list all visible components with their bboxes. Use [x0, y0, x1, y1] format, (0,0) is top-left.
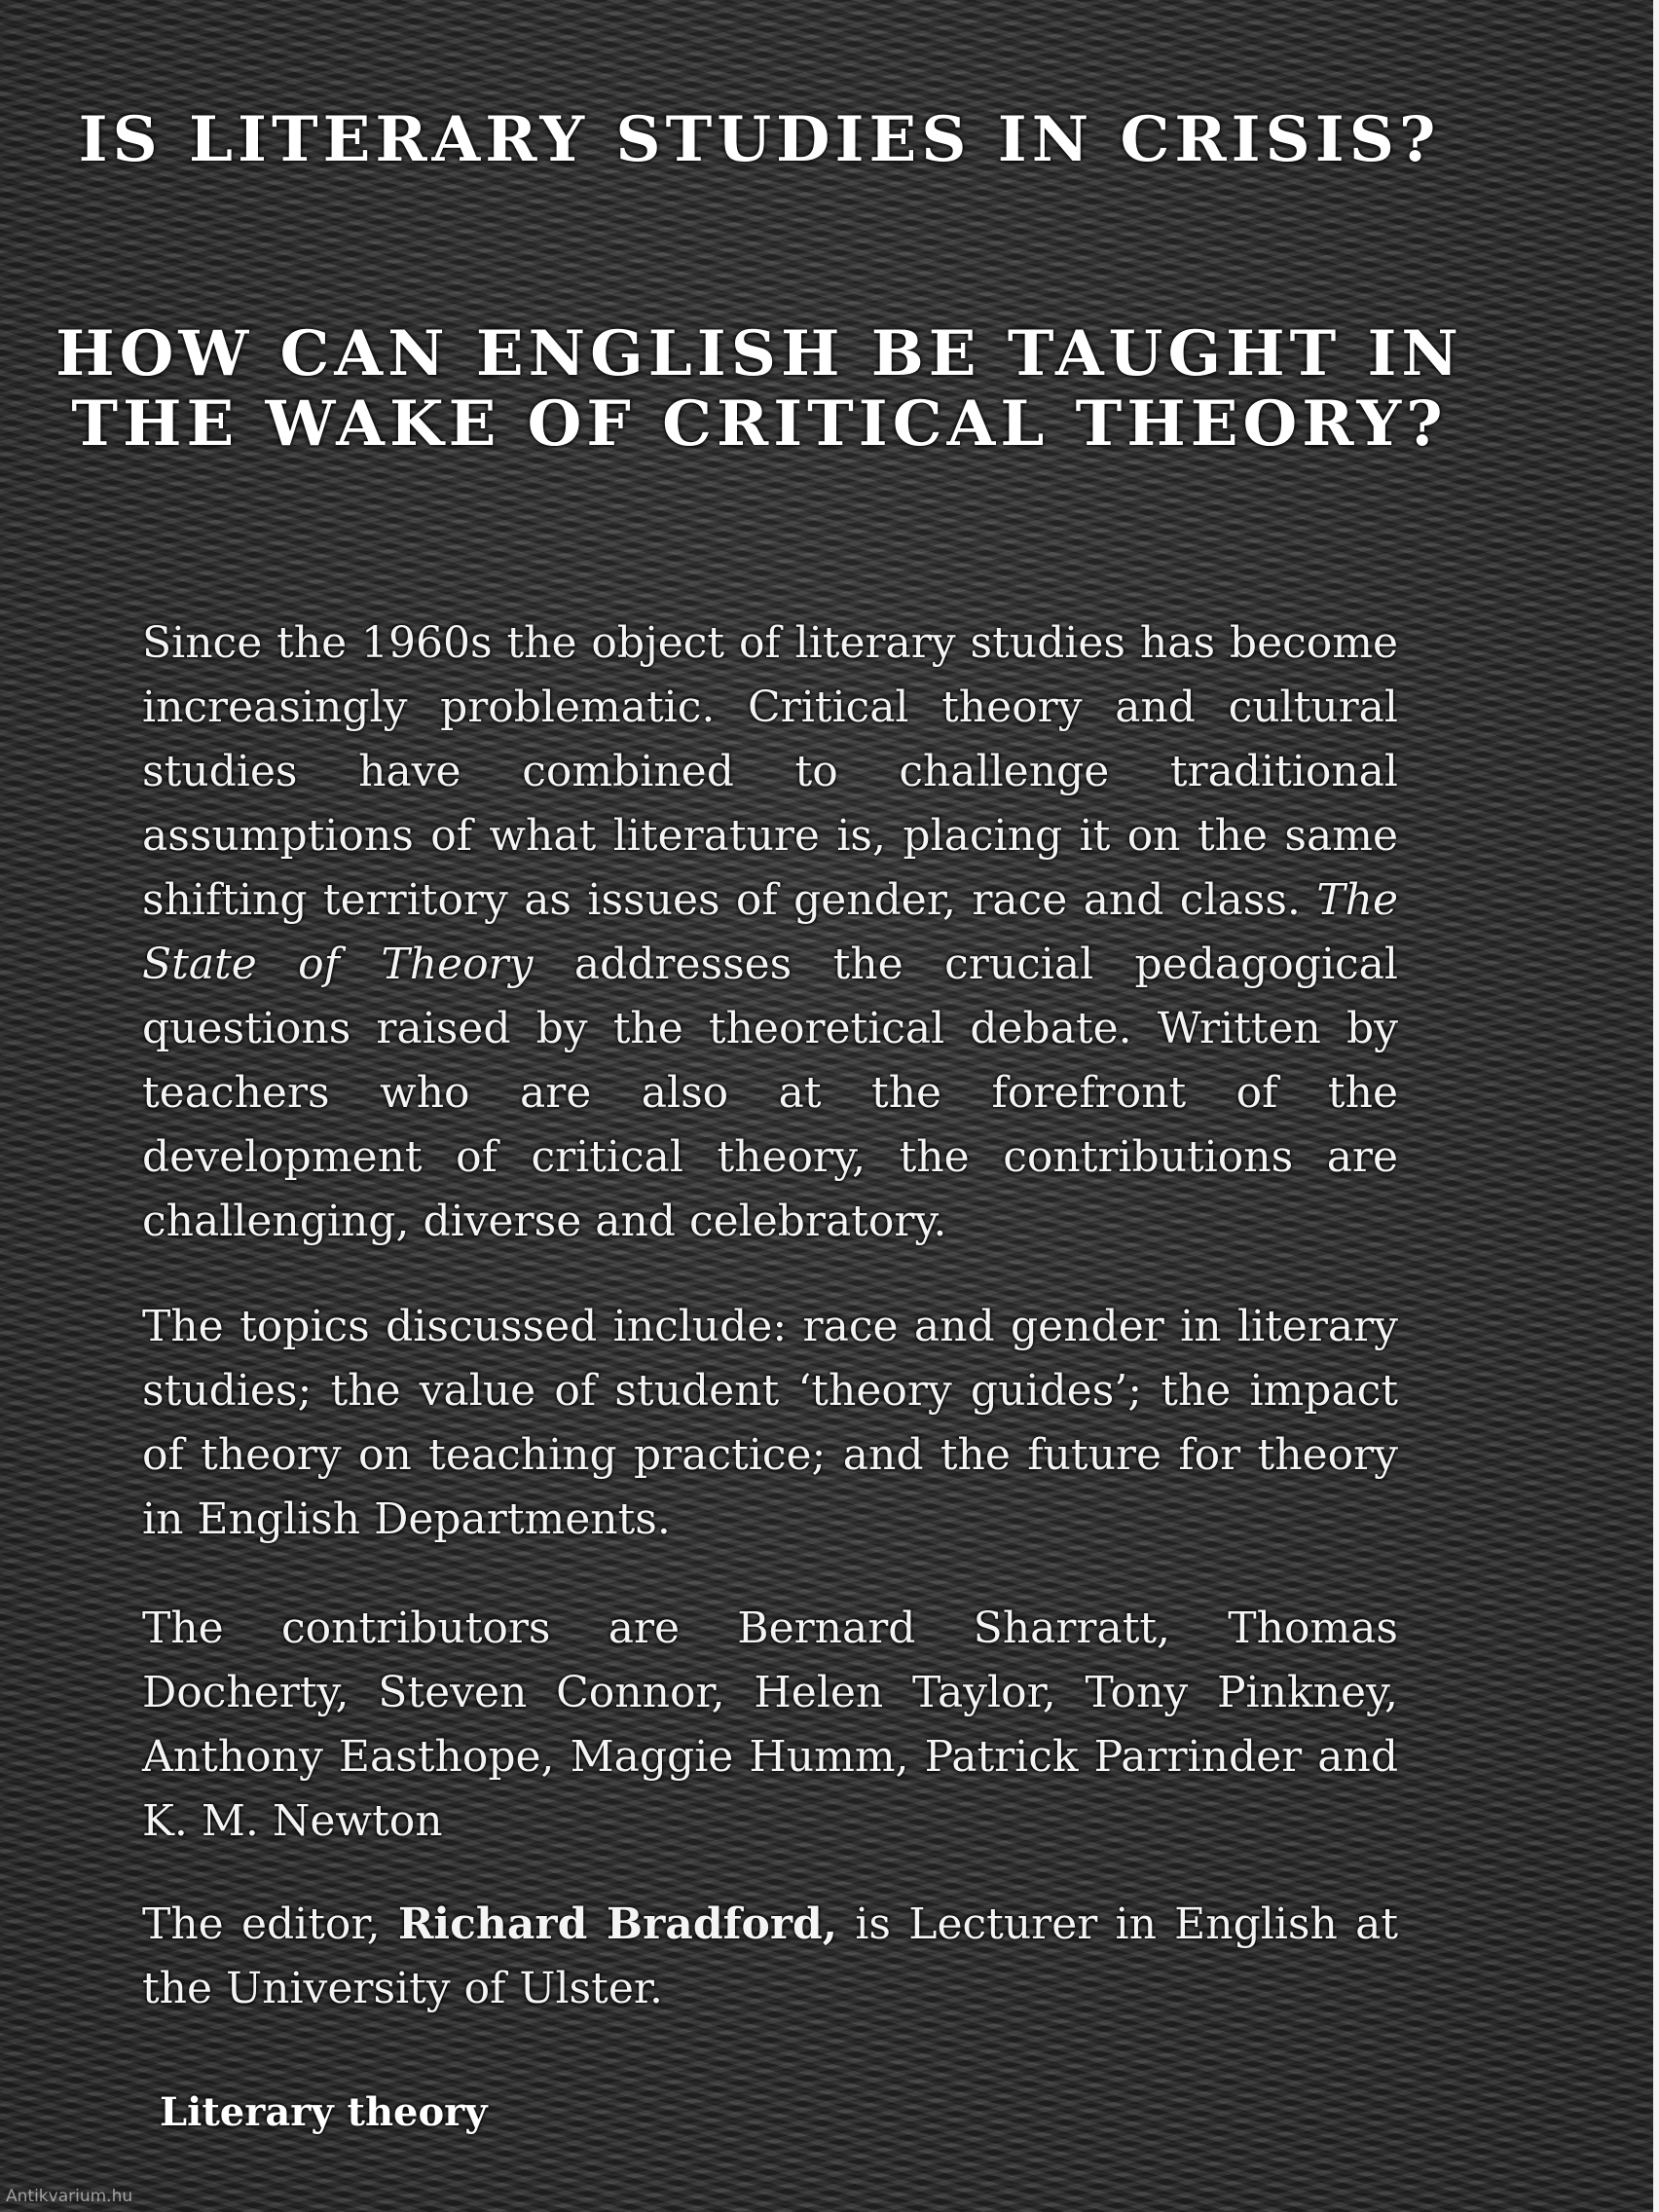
headline-question-1: IS LITERARY STUDIES IN CRISIS?: [78, 103, 1441, 176]
cover-edge: [1653, 0, 1659, 2212]
intro-text-start: Since the 1960s the object of literary studies has become increasingly problematic. Critical theory and cultural studies have combined to challenge traditional assumptions of what literature is, placing it on the same shifting territory as issues of gender, race and class.: [142, 618, 1398, 925]
intro-text-end: addresses the crucial pedagogical questions raised by the theoretical debate. Written by teachers who are also at the forefront of the development of critical theory, the contributions are challenging, diverse and celebratory.: [142, 940, 1398, 1246]
book-title: The State of Theory: [142, 875, 1398, 989]
watermark: Antikvarium.hu: [6, 2187, 133, 2206]
contributors-paragraph: The contributors are Bernard Sharratt, Thomas Docherty, Steven Connor, Helen Taylor, Tony Pinkney, Anthony Easthope, Maggie Humm, Patrick Parrinder and K. M. Newton: [142, 1604, 1398, 1846]
editor-name: Richard Bradford,: [397, 1899, 838, 1949]
editor-paragraph: [142, 1893, 1398, 2021]
editor-suffix: is Lecturer in English at the University of Ulster.: [142, 1899, 1398, 2013]
category-label: Literary theory: [160, 2089, 488, 2135]
headline-question-2: HOW CAN ENGLISH BE TAUGHT IN THE WAKE OF CRITICAL THEORY?: [55, 317, 1463, 461]
intro-paragraph: [142, 611, 1398, 1254]
editor-prefix: The editor,: [142, 1899, 398, 1949]
topics-paragraph: The topics discussed include: race and gender in literary studies; the value of student ‘theory guides’; the impact of theory on teaching practice; and the future for theory in English Departments.: [142, 1302, 1398, 1544]
